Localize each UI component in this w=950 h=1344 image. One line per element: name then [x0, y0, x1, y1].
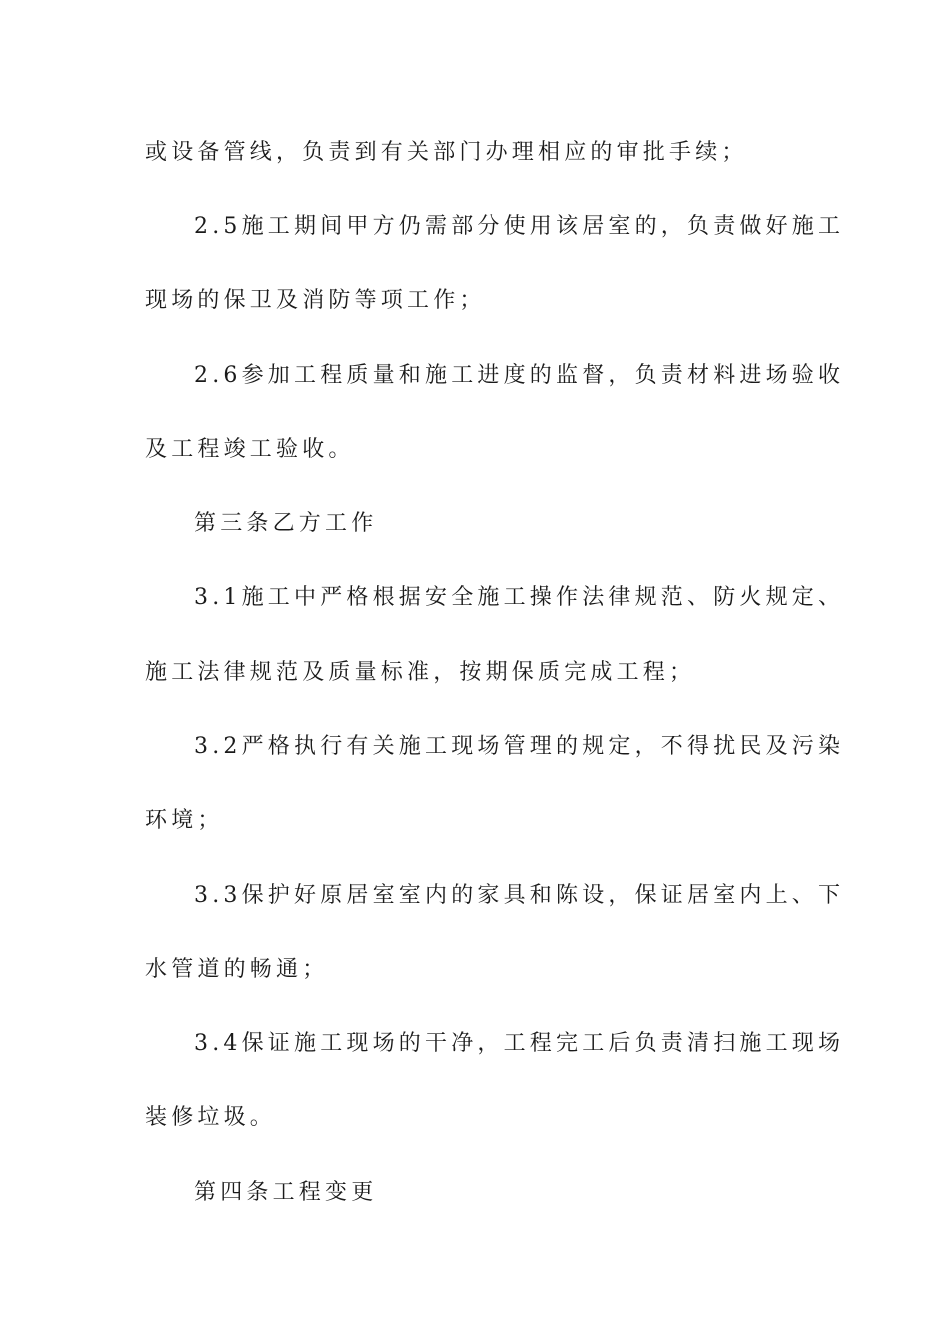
paragraph-line: 环境；	[145, 808, 224, 833]
paragraph-line: 3.3保护好原居室室内的家具和陈设，保证居室内上、下	[194, 883, 845, 908]
section-heading: 第三条乙方工作	[194, 511, 378, 536]
paragraph-line: 2.5施工期间甲方仍需部分使用该居室的，负责做好施工	[194, 214, 845, 239]
paragraph-line: 水管道的畅通；	[145, 957, 329, 982]
paragraph-line: 及工程竣工验收。	[145, 437, 355, 462]
section-heading: 第四条工程变更	[194, 1180, 378, 1205]
paragraph-line: 施工法律规范及质量标准，按期保质完成工程；	[145, 660, 696, 685]
paragraph-line: 3.2严格执行有关施工现场管理的规定，不得扰民及污染	[194, 734, 845, 759]
paragraph-line: 装修垃圾。	[145, 1105, 277, 1130]
paragraph-line: 3.4保证施工现场的干净，工程完工后负责清扫施工现场	[194, 1031, 845, 1056]
paragraph-line: 现场的保卫及消防等项工作；	[145, 288, 486, 313]
paragraph-line: 3.1施工中严格根据安全施工操作法律规范、防火规定、	[194, 585, 845, 610]
paragraph-line: 2.6参加工程质量和施工进度的监督，负责材料进场验收	[194, 363, 845, 388]
paragraph-line: 或设备管线，负责到有关部门办理相应的审批手续；	[145, 140, 748, 165]
